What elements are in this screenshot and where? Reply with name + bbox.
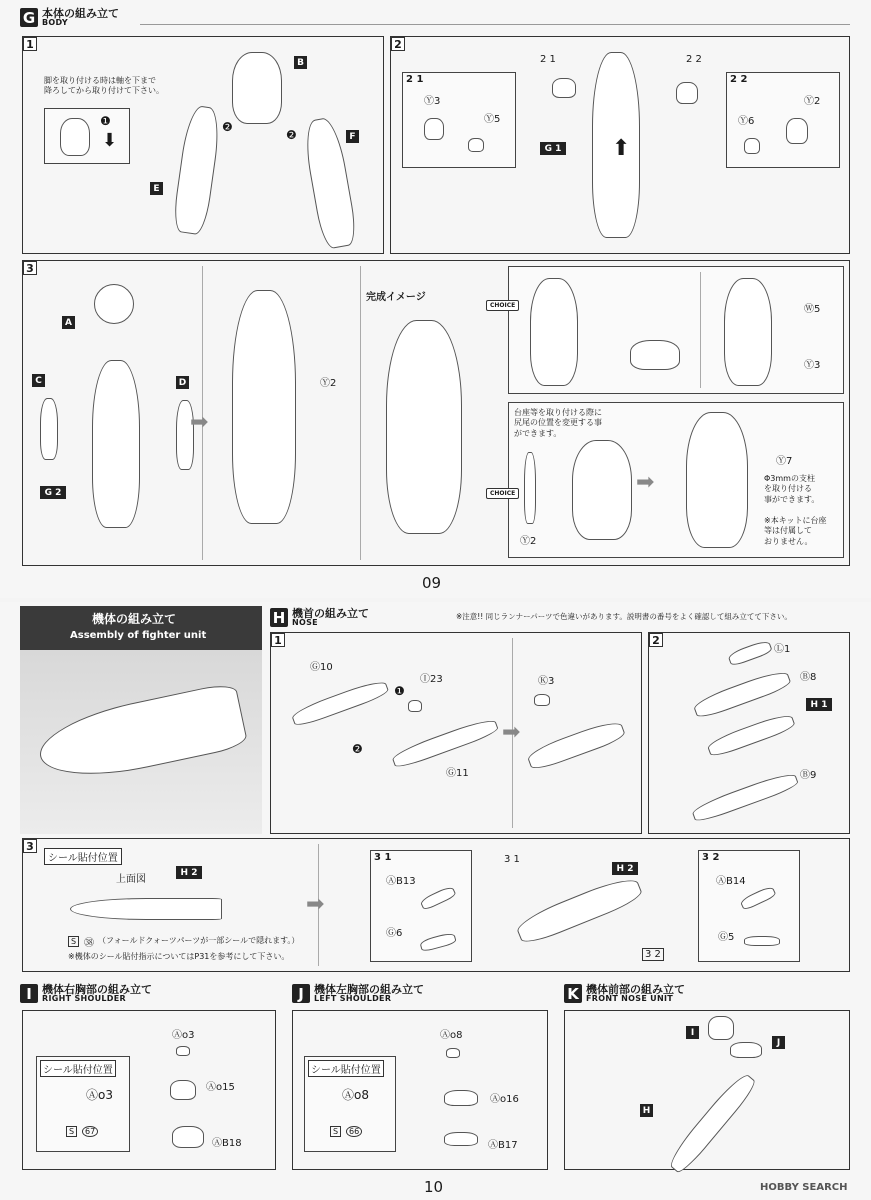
label-g1: G 1 bbox=[540, 142, 566, 155]
body-part bbox=[92, 360, 140, 528]
order-2-right: ❷ bbox=[286, 128, 297, 142]
section-title-jp: 機体前部の組み立て bbox=[586, 983, 685, 996]
choice-badge: CHOICE bbox=[486, 300, 519, 311]
shoulder-part bbox=[172, 1126, 204, 1148]
step-number: 2 bbox=[649, 633, 663, 647]
ref-3-2: 3 2 bbox=[642, 948, 664, 961]
hip-part bbox=[60, 118, 90, 156]
up-arrow: ⬆ bbox=[612, 136, 631, 161]
section-title-en: FRONT NOSE UNIT bbox=[586, 994, 673, 1003]
section-k-header bbox=[564, 984, 685, 1003]
part-ao15: Ⓐo15 bbox=[206, 1082, 235, 1093]
next-arrow: ➡ bbox=[636, 470, 655, 495]
part-g6: Ⓖ6 bbox=[386, 928, 403, 939]
sticker-s-mark: S bbox=[68, 936, 79, 947]
section-title-en: LEFT SHOULDER bbox=[314, 994, 392, 1003]
section-letter: H bbox=[270, 608, 288, 627]
part-g5: Ⓖ5 bbox=[718, 932, 735, 943]
small-part bbox=[176, 1046, 190, 1056]
part-y6: Ⓨ6 bbox=[738, 116, 755, 127]
label-e: E bbox=[150, 182, 163, 195]
sub-number: 3 2 bbox=[702, 852, 720, 863]
label-h2: H 2 bbox=[612, 862, 638, 875]
sticker-number: 66 bbox=[346, 1126, 362, 1137]
sticker-part: Ⓐo3 bbox=[86, 1088, 113, 1102]
page-number: 09 bbox=[422, 574, 442, 592]
label-h2: H 2 bbox=[176, 866, 202, 879]
label-b: B bbox=[294, 56, 307, 69]
small-part bbox=[786, 118, 808, 144]
sticker-number: ㊳ bbox=[84, 938, 94, 949]
part-i23: Ⓘ23 bbox=[420, 674, 443, 685]
divider bbox=[360, 266, 361, 560]
section-title-en: BODY bbox=[42, 18, 68, 27]
label-h1: H 1 bbox=[806, 698, 832, 711]
part-ab14: ⒶB14 bbox=[716, 876, 746, 887]
part-g11: Ⓖ11 bbox=[446, 768, 469, 779]
part-l1: Ⓛ1 bbox=[774, 644, 791, 655]
arm-left bbox=[40, 398, 58, 460]
step-number: 3 bbox=[23, 261, 37, 275]
label-i: I bbox=[686, 1026, 699, 1039]
part-ab13: ⒶB13 bbox=[386, 876, 416, 887]
part-ab17: ⒶB17 bbox=[488, 1140, 518, 1151]
small-part bbox=[534, 694, 550, 706]
part-g10: Ⓖ10 bbox=[310, 662, 333, 673]
section-title-jp: 機体右胸部の組み立て bbox=[42, 983, 152, 996]
part-ao8: Ⓐo8 bbox=[440, 1030, 463, 1041]
sub-number: 2 1 bbox=[406, 74, 424, 85]
next-arrow: ➡ bbox=[502, 720, 521, 745]
sticker-note: （フォールドクォーツパーツが一部シールで隠れます。） bbox=[98, 936, 300, 945]
part-ab18: ⒶB18 bbox=[212, 1138, 242, 1149]
sticker-ref: ※機体のシール貼付指示についてはP31を参考にして下さい。 bbox=[68, 952, 290, 961]
step-number: 1 bbox=[23, 37, 37, 51]
section-title-jp: 本体の組み立て bbox=[42, 7, 119, 20]
order-1: ❶ bbox=[394, 684, 405, 698]
shoulder-piece bbox=[676, 82, 698, 104]
page-10 bbox=[0, 602, 871, 1200]
order-2-left: ❷ bbox=[222, 120, 233, 134]
small-part bbox=[468, 138, 484, 152]
shoulder-part bbox=[444, 1090, 478, 1106]
assembly-title-jp: 機体の組み立て bbox=[92, 612, 177, 626]
order-2: ❷ bbox=[352, 742, 363, 756]
figure-detail bbox=[686, 412, 748, 548]
part-y7: Ⓨ7 bbox=[776, 456, 793, 467]
part-y5: Ⓨ5 bbox=[484, 114, 501, 125]
section-letter: J bbox=[292, 984, 310, 1003]
section-title-jp: 機体左胸部の組み立て bbox=[314, 983, 424, 996]
part-k3: Ⓚ3 bbox=[538, 676, 555, 687]
part-b9: Ⓑ9 bbox=[800, 770, 817, 781]
small-part bbox=[424, 118, 444, 140]
sticker-number: 67 bbox=[82, 1126, 98, 1137]
watermark: HOBBY SEARCH bbox=[760, 1182, 848, 1193]
order-1: ❶ bbox=[100, 114, 111, 128]
label-h: H bbox=[640, 1104, 653, 1117]
tail-piece bbox=[630, 340, 680, 370]
next-arrow: ➡ bbox=[306, 892, 325, 917]
tail-rod bbox=[524, 452, 536, 524]
section-title-en: RIGHT SHOULDER bbox=[42, 994, 126, 1003]
section-letter: K bbox=[564, 984, 582, 1003]
top-view-label: 上面図 bbox=[116, 874, 146, 885]
part-y2: Ⓨ2 bbox=[804, 96, 821, 107]
part-ao3: Ⓐo3 bbox=[172, 1030, 195, 1041]
shoulder-part bbox=[444, 1132, 478, 1146]
divider bbox=[700, 272, 701, 388]
small-part bbox=[744, 138, 760, 154]
part-w5: Ⓦ5 bbox=[804, 304, 821, 315]
step-number: 3 bbox=[23, 839, 37, 853]
left-shoulder bbox=[730, 1042, 762, 1058]
sticker-s-mark: S bbox=[330, 1126, 341, 1137]
step-number: 2 bbox=[391, 37, 405, 51]
figure-detail bbox=[572, 440, 632, 540]
sub-number: 2 2 bbox=[730, 74, 748, 85]
sub-2-1-label: 2 1 bbox=[540, 54, 556, 65]
part-y3: Ⓨ3 bbox=[424, 96, 441, 107]
next-arrow: ➡ bbox=[190, 410, 209, 435]
base-note: ※本キットに台座 等は付属して おりません。 bbox=[764, 516, 827, 546]
shoulder-part bbox=[170, 1080, 196, 1100]
sticker-title: シール貼付位置 bbox=[44, 848, 122, 865]
label-j: J bbox=[772, 1036, 785, 1049]
section-letter: I bbox=[20, 984, 38, 1003]
label-g2: G 2 bbox=[40, 486, 66, 499]
right-shoulder bbox=[708, 1016, 734, 1040]
section-title-jp: 機首の組み立て bbox=[292, 607, 369, 620]
figure-detail bbox=[724, 278, 772, 386]
step-number: 1 bbox=[271, 633, 285, 647]
section-j-header bbox=[292, 984, 424, 1003]
wing-piece bbox=[744, 936, 780, 946]
nose-top-view bbox=[70, 898, 222, 920]
figure-front bbox=[386, 320, 462, 534]
choice-badge: CHOICE bbox=[486, 488, 519, 499]
part-ao16: Ⓐo16 bbox=[490, 1094, 519, 1105]
sub-number: 3 1 bbox=[374, 852, 392, 863]
leg-note: 脚を取り付ける時は軸を下まで 降ろしてから取り付けて下さい。 bbox=[44, 76, 164, 96]
part-y2: Ⓨ2 bbox=[520, 536, 537, 547]
label-f: F bbox=[346, 130, 359, 143]
small-part bbox=[446, 1048, 460, 1058]
sticker-title: シール貼付位置 bbox=[40, 1060, 116, 1077]
section-letter: G bbox=[20, 8, 38, 27]
figure-detail bbox=[530, 278, 578, 386]
phi-note: Φ3mmの支柱 を取り付ける 事ができます。 bbox=[764, 474, 820, 504]
head-part bbox=[94, 284, 134, 324]
sub-3-1b: 3 1 bbox=[504, 854, 520, 865]
label-d: D bbox=[176, 376, 189, 389]
figure-back bbox=[232, 290, 296, 524]
section-i-header bbox=[20, 984, 152, 1003]
header-rule bbox=[140, 24, 850, 25]
shoulder-piece bbox=[552, 78, 576, 98]
tail-part: Ⓨ2 bbox=[320, 378, 337, 389]
section-g-header bbox=[20, 8, 119, 27]
small-part bbox=[408, 700, 422, 712]
sticker-part: Ⓐo8 bbox=[342, 1088, 369, 1102]
color-warning: ※注意!! 同じランナーパーツで色違いがあります。説明書の番号をよく確認して組み立てて下さい。 bbox=[456, 612, 792, 621]
sticker-title: シール貼付位置 bbox=[308, 1060, 384, 1077]
sticker-s-mark: S bbox=[66, 1126, 77, 1137]
part-y3: Ⓨ3 bbox=[804, 360, 821, 371]
assembly-title-en: Assembly of fighter unit bbox=[70, 630, 207, 641]
stand-note: 台座等を取り付ける際に 尻尾の位置を変更する事 ができます。 bbox=[514, 408, 602, 438]
page-09 bbox=[0, 0, 871, 598]
torso-part bbox=[232, 52, 282, 124]
label-a: A bbox=[62, 316, 75, 329]
sub-2-2-label: 2 2 bbox=[686, 54, 702, 65]
page-number: 10 bbox=[424, 1178, 444, 1196]
section-title-en: NOSE bbox=[292, 618, 318, 627]
label-c: C bbox=[32, 374, 45, 387]
finished-image-title: 完成イメージ bbox=[366, 292, 426, 303]
section-h-header bbox=[270, 608, 369, 627]
part-b8: Ⓑ8 bbox=[800, 672, 817, 683]
down-arrow: ⬇ bbox=[102, 130, 118, 151]
